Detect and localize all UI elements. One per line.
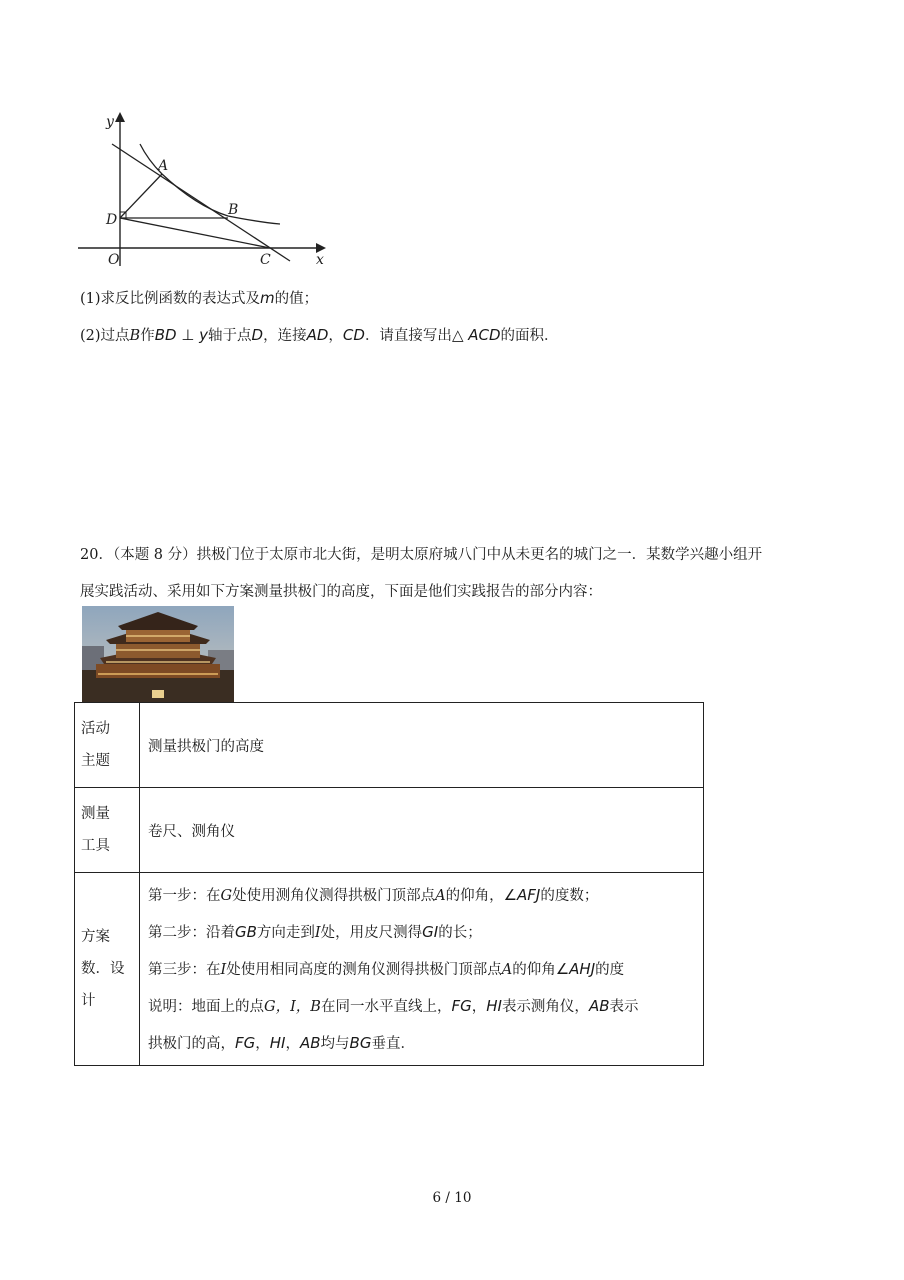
step-text: 的度数；: [540, 887, 599, 904]
plan-note-2: [148, 1025, 695, 1062]
row-header-plan: [75, 873, 140, 1066]
step-math: I: [314, 924, 321, 941]
row-header-tools: [75, 788, 140, 873]
q20-line1: 20．（本题 8 分）拱极门位于太原市北大街，是明太原府城八门中从未更名的城门之一．某数学兴趣小组开: [80, 547, 763, 563]
row-header-theme: [75, 703, 140, 788]
step-math: I: [220, 961, 227, 978]
step-text: 垂直．: [371, 1035, 415, 1052]
plan-step-2: [148, 914, 695, 951]
plan-note-1: [148, 988, 695, 1025]
label-x: x: [316, 252, 324, 268]
step-text: 表示测角仪，: [501, 998, 589, 1015]
plan-step-1: [148, 877, 695, 914]
table-row: [75, 873, 704, 1066]
step-math: AB: [299, 1033, 321, 1052]
step-text: 均与: [320, 1035, 350, 1052]
step-math: ∠AHJ: [555, 959, 596, 978]
step-text: 处，用皮尺测得: [320, 924, 423, 941]
step-text: ，: [255, 1035, 270, 1052]
step-math: A: [501, 961, 513, 978]
step-math: BG: [349, 1033, 372, 1052]
step-text: 第二步：沿着: [148, 924, 235, 941]
label-c: C: [260, 252, 271, 268]
label-y: y: [106, 114, 114, 130]
table-row: [75, 703, 704, 788]
step-text: 第一步：在: [148, 887, 221, 904]
q19-part1: [80, 288, 318, 309]
step-text: ，: [471, 998, 487, 1015]
segment-ad: [120, 174, 162, 218]
row-header-text: 活动: [81, 721, 110, 737]
row-header-text: 工具: [81, 838, 110, 854]
step-math: ∠AFJ: [503, 885, 541, 904]
q19-part1-suffix: 的值；: [274, 291, 319, 307]
step-text: ，: [285, 1035, 300, 1052]
label-b: B: [228, 202, 239, 218]
q19-part2-text: ，: [328, 328, 343, 344]
step-text: 的长；: [438, 924, 482, 941]
page-number: 6 / 10: [432, 1190, 472, 1206]
step-text: 的度: [595, 961, 625, 978]
step-text: 在同一水平直线上，: [320, 998, 452, 1015]
q19-part2-math: B: [129, 328, 141, 344]
q19-part2-math: △ ACD: [451, 326, 501, 344]
step-text: 的仰角: [512, 961, 556, 978]
hyperbola-curve: [140, 144, 280, 224]
q19-part2-text: 作: [140, 328, 155, 344]
q20-line2: 展实践活动、采用如下方案测量拱极门的高度，下面是他们实践报告的部分内容：: [80, 584, 602, 600]
label-d: D: [106, 212, 118, 228]
step-math: HI: [486, 996, 502, 1015]
row-header-text: 主题: [81, 753, 110, 769]
step-text: 说明：地面上的点: [148, 998, 264, 1015]
step-text: 拱极门的高，: [148, 1035, 235, 1052]
q19-part2-text: 轴于点: [208, 328, 252, 344]
row-header-text: 测量: [81, 806, 110, 822]
gate-tower-photo: [82, 606, 234, 702]
q19-part1-text: (1)求反比例函数的表达式及: [80, 291, 261, 307]
step-math: HI: [269, 1033, 286, 1052]
line-abc: [112, 144, 290, 261]
coordinate-figure: [78, 108, 338, 274]
q19-part2-math: AD: [306, 326, 329, 344]
plan-table: [74, 702, 704, 1066]
step-text: 的仰角，: [445, 887, 504, 904]
label-o: O: [108, 252, 120, 268]
row-header-text: 数．设计: [81, 961, 125, 1009]
step-math: A: [435, 887, 446, 904]
q19-part2-math: BD ⊥ y: [154, 326, 209, 344]
plan-step-3: [148, 951, 695, 988]
q19-part2-text: ，连接: [263, 328, 307, 344]
step-text: 处使用测角仪测得拱极门顶部点: [232, 887, 436, 904]
step-math: G，I，B: [264, 998, 321, 1015]
q19-part2-text: (2)过点: [80, 328, 130, 344]
step-math: GB: [235, 922, 257, 941]
step-math: G: [220, 887, 233, 904]
step-text: 表示: [609, 998, 639, 1015]
label-a: A: [158, 158, 169, 174]
q19-part2-text: 的面积．: [500, 328, 559, 344]
step-math: FG: [451, 996, 472, 1015]
step-text: 方向走到: [256, 924, 315, 941]
q19-part1-math-m: m: [260, 289, 275, 307]
row-content-theme: 测量拱极门的高度: [140, 703, 704, 788]
step-math: AB: [588, 996, 610, 1015]
step-math: GI: [422, 922, 439, 941]
q19-part2-math: D: [251, 326, 264, 344]
row-content-tools: 卷尺、测角仪: [140, 788, 704, 873]
row-header-text: 方案: [81, 929, 110, 945]
step-text: 第三步：在: [148, 961, 221, 978]
q19-part2-math: CD: [342, 326, 365, 344]
table-row: [75, 788, 704, 873]
row-content-plan: [140, 873, 704, 1066]
step-text: 处使用相同高度的测角仪测得拱极门顶部点: [226, 961, 502, 978]
q19-part2: [80, 325, 559, 346]
step-math: FG: [235, 1033, 256, 1052]
y-axis-arrow: [115, 112, 125, 122]
q19-part2-text: ．请直接写出: [364, 328, 452, 344]
